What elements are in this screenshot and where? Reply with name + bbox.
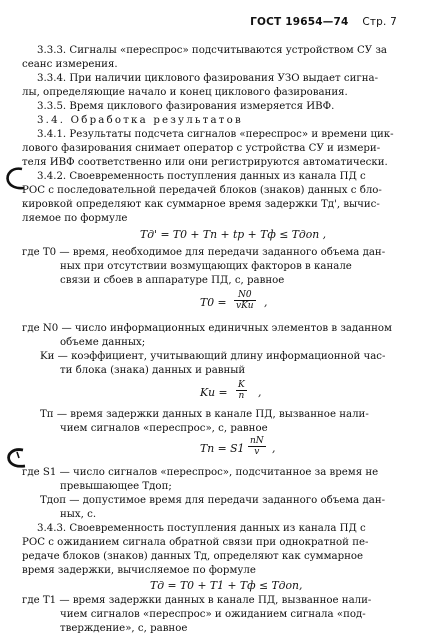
text-line: где T0 — время, необходимое для передачи заданного объема дан-: [22, 247, 386, 258]
text-line: ных, с.: [60, 509, 97, 520]
text-line: редаче блоков (знаков) данных Tд, определяют как суммарное: [22, 551, 364, 562]
text-line: время задержки, вычисляемое по формуле: [22, 565, 256, 576]
formula-td: Tд = T0 + T1 + Tф ≤ Tдоп,: [150, 579, 303, 592]
formula-ki-fraction: [236, 380, 247, 401]
text-line: Tдоп — допустимое время для передачи заданного объема дан-: [40, 495, 386, 506]
text-line: лового фазирования снимает оператор с устройства СУ и измери-: [22, 143, 381, 154]
formula-ki-end: ,: [258, 386, 262, 399]
text-line: сеанс измерения.: [22, 59, 118, 70]
formula-t0: [200, 290, 300, 316]
text-line: 3.3.4. При наличии циклового фазирования УЗО выдает сигна-: [37, 73, 379, 84]
text-line: где T1 — время задержки данных в канале ПД, вызванное нали-: [22, 595, 372, 606]
formula-t0-fraction: [234, 290, 256, 311]
formula-t0-lhs: T0 =: [200, 296, 227, 309]
text-line: РОС с ожиданием сигнала обратной связи при однократной пе-: [22, 537, 369, 548]
text-line: объеме данных;: [60, 337, 146, 348]
text-line: чием сигналов «переспрос», с, равное: [60, 423, 268, 434]
text-line: кировкой определяют как суммарное время задержки Tд', вычис-: [22, 199, 380, 210]
fraction-numerator: K: [238, 380, 245, 390]
text-line: чием сигналов «переспрос» и ожиданием сигнала «под-: [60, 609, 366, 620]
text-line: 3.4.3. Своевременность поступления данных из канала ПД с: [37, 523, 366, 534]
page-number: Стр. 7: [362, 16, 397, 28]
formula-ki: [200, 380, 300, 406]
text-line: 3.4.2. Своевременность поступления данных из канала ПД с: [37, 171, 366, 182]
section-heading: 3.4. Обработка результатов: [37, 115, 243, 126]
page-header: [250, 16, 397, 28]
text-line: связи и сбоев в аппаратуре ПД, с, равное: [60, 275, 285, 286]
fraction-denominator: v: [254, 447, 260, 457]
formula-t0-end: ,: [264, 296, 268, 309]
formula-tp: [200, 436, 310, 462]
formula-tp-lhs: Tп = S1: [200, 442, 245, 455]
fraction-denominator: n: [238, 391, 245, 401]
standard-number: ГОСТ 19654—74: [250, 16, 349, 28]
text-line: лы, определяющие начало и конец циклового фазирования.: [22, 87, 348, 98]
text-line: 3.3.3. Сигналы «переспрос» подсчитываются устройством СУ за: [37, 45, 387, 56]
fraction-numerator: nN: [250, 436, 264, 446]
text-line: 3.3.5. Время циклового фазирования измеряется ИВФ.: [37, 101, 335, 112]
text-line: РОС с последовательной передачей блоков (знаков) данных с бло-: [22, 185, 382, 196]
text-line: ляемое по формуле: [22, 213, 128, 224]
text-line: где S1 — число сигналов «переспрос», подсчитанное за время не: [22, 467, 379, 478]
formula-tp-fraction: [248, 436, 266, 457]
formula-ki-lhs: Kи =: [200, 386, 228, 399]
formula-total-delay: Tд' = T0 + Tп + tр + Tф ≤ Tдоп ,: [140, 228, 327, 241]
text-line: ти блока (знака) данных и равный: [60, 365, 246, 376]
formula-tp-end: ,: [272, 442, 276, 455]
text-line: Kи — коэффициент, учитывающий длину информационной час-: [40, 351, 386, 362]
text-line: ных при отсутствии возмущающих факторов в канале: [60, 261, 352, 272]
text-line: превышающее Tдоп;: [60, 481, 172, 492]
fraction-numerator: N0: [234, 290, 256, 301]
fraction-denominator: vKи: [236, 301, 254, 311]
text-line: Tп — время задержки данных в канале ПД, вызванное нали-: [40, 409, 369, 420]
text-line: теля ИВФ соответственно или они регистрируются автоматически.: [22, 157, 388, 168]
text-line: 3.4.1. Результаты подсчета сигналов «переспрос» и времени цик-: [37, 129, 394, 140]
text-line: тверждение», с, равное: [60, 623, 188, 634]
text-line: где N0 — число информационных единичных элементов в заданном: [22, 323, 392, 334]
